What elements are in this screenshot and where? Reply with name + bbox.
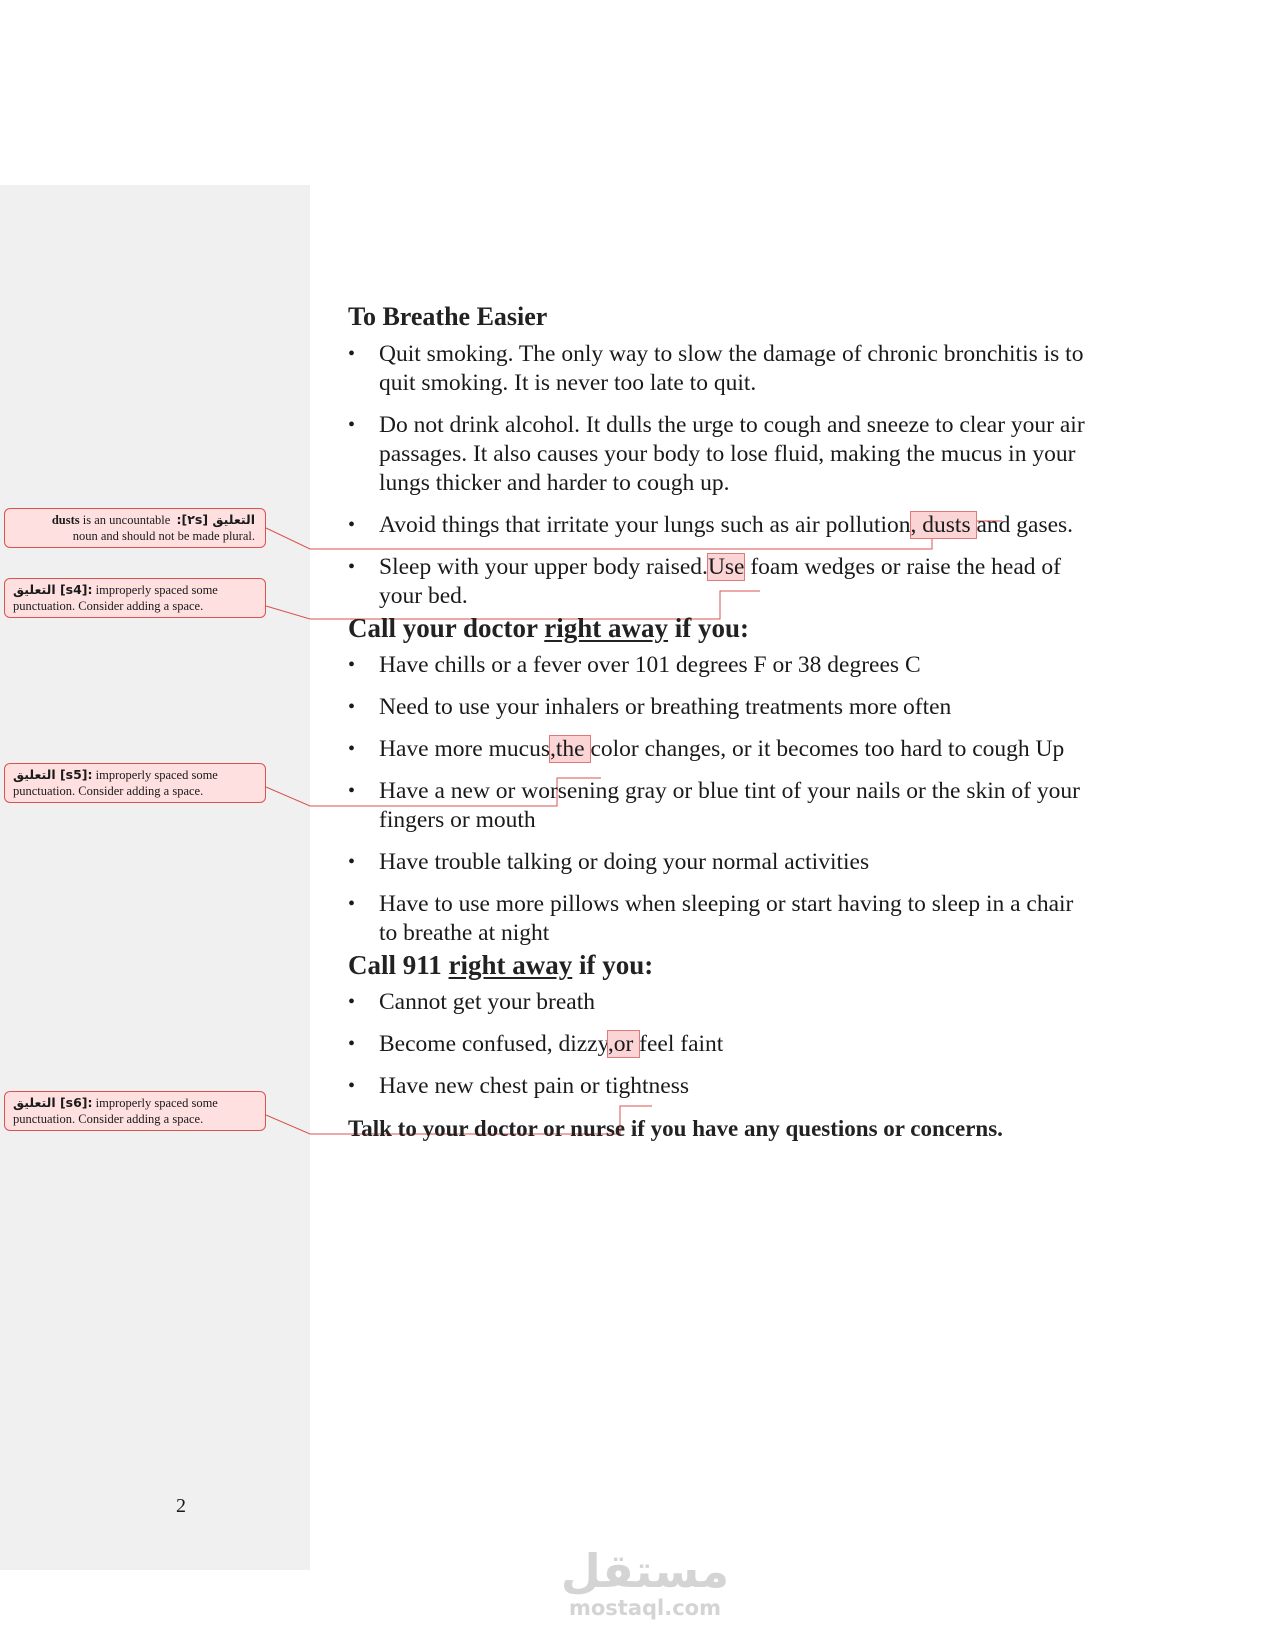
list-item <box>348 1030 1088 1059</box>
heading-text: Call your doctor <box>348 613 545 643</box>
mostaql-watermark <box>540 1545 750 1619</box>
list-item: • Quit smoking. The only way to slow the damage of chronic bronchitis is to quit smoking. It is never too late to quit. <box>348 340 1088 398</box>
item-text: and gases. <box>976 512 1074 538</box>
closing-statement: Talk to your doctor or nurse if you have any questions or concerns. <box>348 1116 1003 1141</box>
comment-tag: التعليق [٢s]: <box>176 512 255 527</box>
section-heading-breathe-easier: To Breathe Easier <box>348 302 548 331</box>
list-item: • Have trouble talking or doing your normal activities <box>348 848 1088 877</box>
comment-highlight[interactable]: , dusts <box>910 512 977 538</box>
comment-highlight[interactable]: ,the <box>549 736 591 762</box>
item-text: Avoid things that irritate your lungs such as air pollution <box>379 512 911 538</box>
comment-s4[interactable] <box>4 578 266 618</box>
item-text: feel faint <box>639 1031 724 1057</box>
list-item: • Do not drink alcohol. It dulls the urge to cough and sneeze to clear your air passages. It also causes your body to lose fluid, making the mucus in your lungs thicker and harder to cough up. <box>348 411 1088 498</box>
call-doctor-list <box>348 651 1088 948</box>
watermark-latin: mostaql.com <box>569 1596 721 1620</box>
comment-s5[interactable] <box>4 763 266 803</box>
heading-underline: right away <box>448 950 573 980</box>
item-text: foam wedges or raise the head of your bed. <box>379 554 1061 609</box>
comment-s6[interactable] <box>4 1091 266 1131</box>
heading-text: if you: <box>668 613 750 643</box>
section-heading-call-doctor <box>348 611 1088 645</box>
list-item: • Have new chest pain or tightness <box>348 1072 1088 1101</box>
comment-highlight[interactable]: ,or <box>607 1031 640 1057</box>
comment-keyword: dusts <box>51 513 80 527</box>
document-body <box>348 300 1088 1144</box>
item-text: Become confused, dizzy <box>379 1031 608 1057</box>
list-item: • Have to use more pillows when sleeping or start having to sleep in a chair to breathe at night <box>348 890 1088 948</box>
heading-underline: right away <box>544 613 669 643</box>
list-item: • Have chills or a fever over 101 degrees F or 38 degrees C <box>348 651 1088 680</box>
list-item <box>348 511 1088 540</box>
breathe-easier-list <box>348 340 1088 611</box>
comment-tag: التعليق [s5]: <box>13 767 93 782</box>
list-item <box>348 735 1088 764</box>
comments-margin-pane <box>0 185 310 1570</box>
page-number: 2 <box>176 1495 186 1517</box>
heading-text: if you: <box>572 950 654 980</box>
list-item: • Need to use your inhalers or breathing treatments more often <box>348 693 1088 722</box>
comment-text: improperly spaced some punctuation. Consider adding a space. <box>13 768 218 798</box>
section-heading-call-911 <box>348 948 1088 982</box>
comment-s2[interactable] <box>4 508 266 548</box>
comment-highlight[interactable]: Use <box>707 554 745 580</box>
comment-text: noun and should not be made plural. <box>72 529 255 543</box>
call-911-list <box>348 988 1088 1101</box>
watermark-arabic: مستقل <box>560 1544 730 1598</box>
comment-text: is an uncountable <box>79 513 171 527</box>
item-text: Sleep with your upper body raised. <box>379 554 708 580</box>
list-item: • Have a new or worsening gray or blue tint of your nails or the skin of your fingers or mouth <box>348 777 1088 835</box>
list-item: • Cannot get your breath <box>348 988 1088 1017</box>
item-text: color changes, or it becomes too hard to cough Up <box>590 736 1065 762</box>
item-text: Have more mucus <box>379 736 550 762</box>
comment-tag: التعليق [s4]: <box>13 582 93 597</box>
list-item <box>348 553 1088 611</box>
heading-text: Call 911 <box>348 950 449 980</box>
comment-text: improperly spaced some punctuation. Consider adding a space. <box>13 1096 218 1126</box>
comment-text: improperly spaced some punctuation. Consider adding a space. <box>13 583 218 613</box>
comment-tag: التعليق [s6]: <box>13 1095 93 1110</box>
